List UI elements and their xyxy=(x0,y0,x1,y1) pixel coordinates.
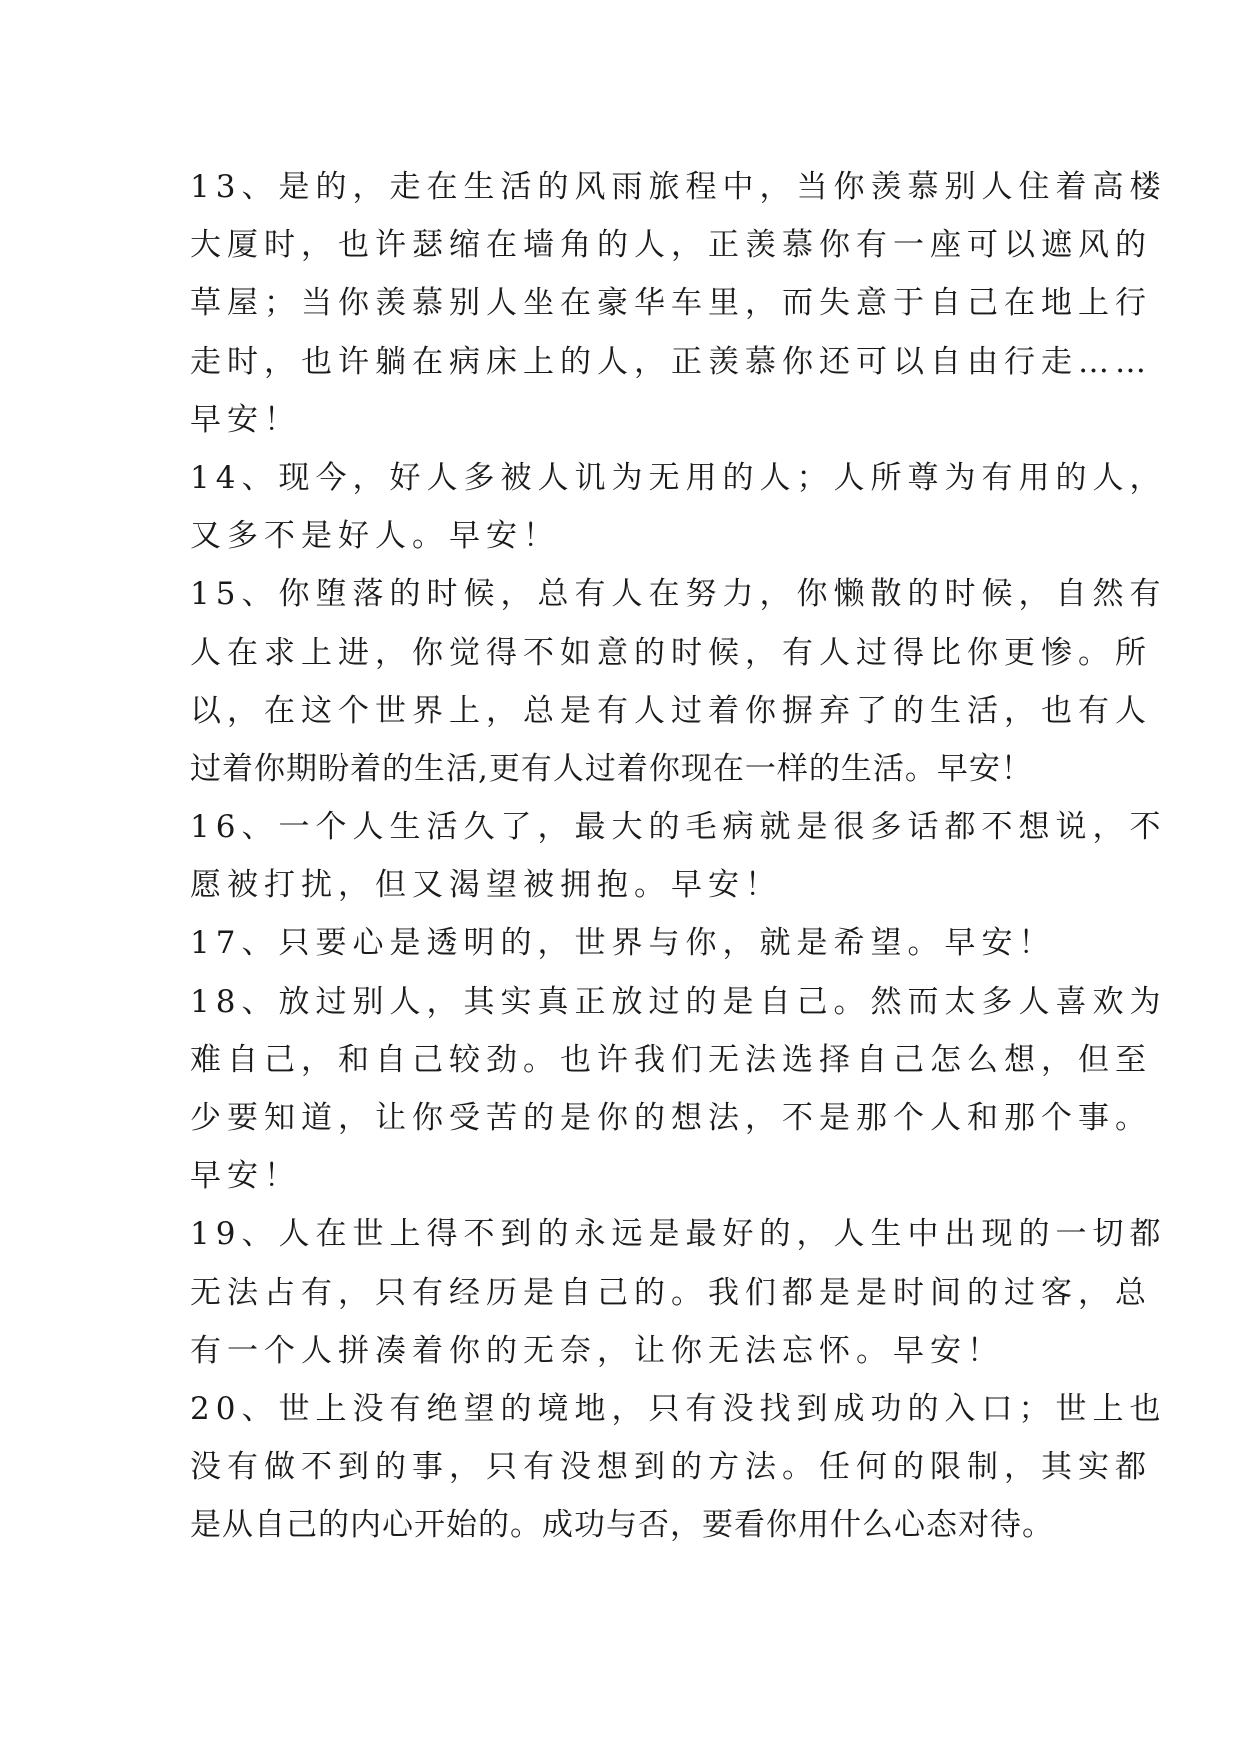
text-line: 难自己，和自己较劲。也许我们无法选择自己怎么想，但至 xyxy=(190,1041,1152,1078)
text-line: 15、你堕落的时候，总有人在努力，你懒散的时候，自然有 xyxy=(190,576,1167,613)
text-line: 早安！ xyxy=(190,401,301,438)
text-line: 有一个人拼凑着你的无奈，让你无法忘怀。早安！ xyxy=(190,1332,1004,1369)
text-line: 19、人在世上得不到的永远是最好的，人生中出现的一切都 xyxy=(190,1216,1167,1253)
text-line: 以，在这个世界上，总是有人过着你摒弃了的生活，也有人 xyxy=(190,692,1152,729)
text-line: 少要知道，让你受苦的是你的想法，不是那个人和那个事。 xyxy=(190,1100,1152,1136)
text-line: 17、只要心是透明的，世界与你，就是希望。早安！ xyxy=(190,925,1056,962)
text-line: 走时，也许躺在病床上的人，正羡慕你还可以自由行走…… xyxy=(190,343,1152,380)
text-line: 草屋；当你羡慕别人坐在豪华车里，而失意于自己在地上行 xyxy=(190,285,1152,322)
text-line: 13、是的，走在生活的风雨旅程中，当你羡慕别人住着高楼 xyxy=(190,169,1167,205)
text-line: 无法占有，只有经历是自己的。我们都是是时间的过客，总 xyxy=(190,1274,1152,1311)
text-line: 人在求上进，你觉得不如意的时候，有人过得比你更惨。所 xyxy=(190,634,1152,671)
text-line: 是从自己的内心开始的。成功与否，要看你用什么心态对待。 xyxy=(190,1507,1054,1544)
text-line: 没有做不到的事，只有没想到的方法。任何的限制，其实都 xyxy=(190,1449,1152,1486)
text-line: 过着你期盼着的生活,更有人过着你现在一样的生活。早安！ xyxy=(190,750,1033,787)
text-line: 大厦时，也许瑟缩在墙角的人，正羡慕你有一座可以遮风的 xyxy=(190,227,1152,264)
text-line: 20、世上没有绝望的境地，只有没找到成功的入口；世上也 xyxy=(190,1390,1167,1427)
text-line: 愿被打扰，但又渴望被拥抱。早安！ xyxy=(190,867,782,904)
text-line: 早安！ xyxy=(190,1158,301,1195)
text-line: 14、现今，好人多被人讥为无用的人；人所尊为有用的人， xyxy=(190,459,1167,496)
text-line: 又多不是好人。早安！ xyxy=(190,518,560,555)
text-line: 18、放过别人，其实真正放过的是自己。然而太多人喜欢为 xyxy=(190,983,1167,1020)
document-body xyxy=(190,158,1167,1555)
text-line: 16、一个人生活久了，最大的毛病就是很多话都不想说，不 xyxy=(190,809,1167,846)
